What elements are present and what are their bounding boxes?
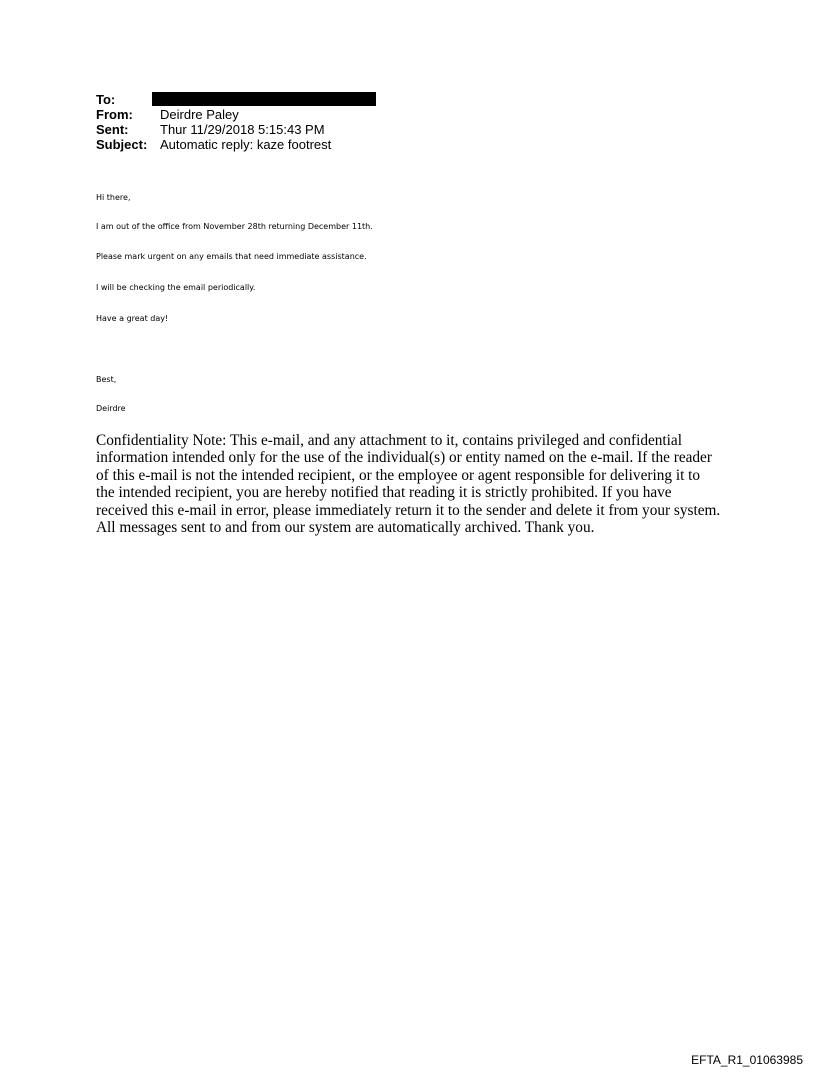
sent-label: Sent: xyxy=(96,122,129,137)
body-line-checking: I will be checking the email periodically. xyxy=(96,283,256,292)
body-line-great-day: Have a great day! xyxy=(96,314,169,323)
body-line-urgent: Please mark urgent on any emails that need immediate assistance. xyxy=(96,252,367,261)
subject-row xyxy=(96,137,331,152)
redacted-recipient xyxy=(152,92,376,106)
subject-label: Subject: xyxy=(96,137,148,152)
from-value: Deirdre Paley xyxy=(160,107,239,122)
closing: Best, xyxy=(96,375,117,384)
sent-row xyxy=(96,122,331,137)
confidentiality-note: Confidentiality Note: This e-mail, and any attachment to it, contains privileged and confidential information intended only for the use of the individual(s) or entity named on the e-mail. If the reader of this e-mail is not the intended recipient, or the employee or agent responsible for delivering it to the intended recipient, you are hereby notified that reading it is strictly prohibited. If you have received this e-mail in error, please immediately return it to the sender and delete it from your system. All messages sent to and from our system are automatically archived. Thank you. xyxy=(96,432,721,537)
subject-value: Automatic reply: kaze footrest xyxy=(160,137,332,152)
greeting: Hi there, xyxy=(96,193,131,202)
signature: Deirdre xyxy=(96,404,126,413)
sent-value: Thur 11/29/2018 5:15:43 PM xyxy=(160,122,325,137)
body-line-out-of-office: I am out of the office from November 28th returning December 11th. xyxy=(96,222,373,231)
to-row xyxy=(96,92,331,107)
document-id: EFTA_R1_01063985 xyxy=(691,1053,803,1067)
from-label: From: xyxy=(96,107,133,122)
to-label: To: xyxy=(96,92,116,107)
from-row xyxy=(96,107,331,122)
email-header xyxy=(96,92,331,152)
